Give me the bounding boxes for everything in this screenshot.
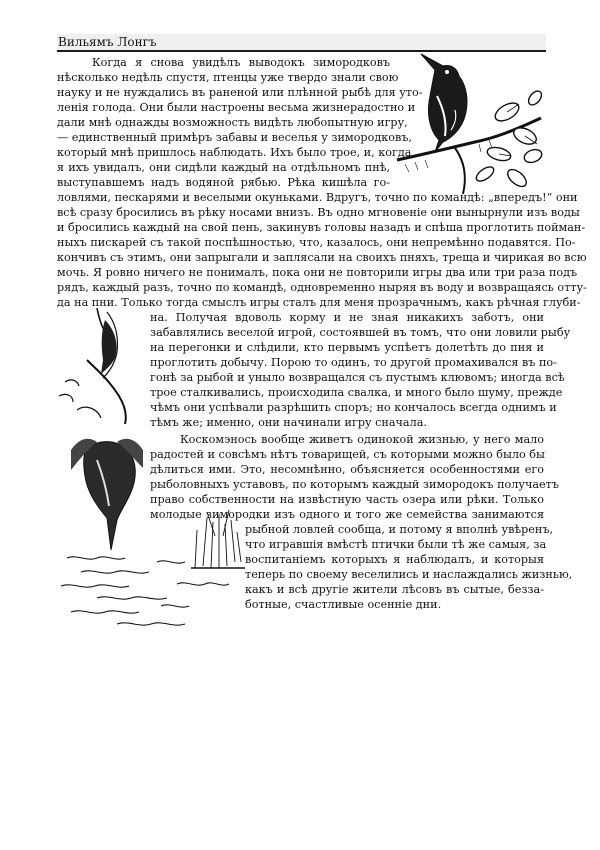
text-line: ленія голода. Они были настроены весьма жизнерадостно и [57,101,416,114]
text-line: — единственный примѣръ забавы и веселья у зимородковъ, [57,131,412,144]
text-line: рядъ, каждый разъ, точно по командѣ, одновременно ныряя въ воду и возвращаясь отту- [57,281,587,294]
text-line: какъ и всѣ другіе жители лѣсовъ въ сытые, безза- [245,583,544,596]
text-line: проглотить добычу. Порою то одинъ, то другой промахивался въ по- [150,356,557,369]
text-line: молодые зимородки изъ одного и того же семейства занимаются [150,508,544,521]
text-line: да на пни. Только тогда смыслъ игры сталъ для меня прозрачнымъ, какъ рѣчная глуби- [57,296,581,309]
text-line: Коскомэнось вообще живетъ одинокой жизнью, у него мало [180,433,544,446]
text-line: дѣлиться ими. Это, несомнѣнно, объясняется особенностями его [150,463,544,476]
text-line: ныхъ пискарей съ такой поспѣшностью, что, казалось, они непремѣнно подавятся. По- [57,236,576,249]
text-line: ловлями, пескарями и веселыми окуньками. Вдругъ, точно по командѣ: „впередъ!“ они [57,191,578,204]
text-line: воспитаніемъ которыхъ я наблюдалъ, и которыя [245,553,544,566]
header-author: Вильямъ Лонгъ [58,35,157,49]
text-line: выступавшемъ надъ водяной рябью. Рѣка кишѣла го- [57,176,390,189]
text-line: который мнѣ пришлось наблюдать. Ихъ было трое, и, когда [57,146,412,159]
kingfisher-perched-illustration [395,52,545,202]
text-line: мочь. Я ровно ничего не понималъ, пока они не повторили игры два или три раза подъ [57,266,578,279]
text-line: право собственности на извѣстную часть озера или рѣки. Только [150,493,544,506]
text-line: тѣмъ же; именно, они начинали игру сначала. [150,416,427,429]
text-line: рыбной ловлей сообща, и потому я вполнѣ увѣренъ, [245,523,554,536]
text-line: Когда я снова увидѣлъ выводокъ зимородковъ [92,56,390,69]
text-line: теперь по своему веселились и наслаждались жизнью, [245,568,573,581]
text-line: науку и не нуждались въ раненой или плѣнной рыбѣ для уто- [57,86,423,99]
running-header [57,34,546,52]
text-line: на перегонки и слѣдили, кто первымъ успѣетъ долетѣть до пня и [150,341,544,354]
text-line: всѣ сразу бросились въ рѣку носами внизъ. Въ одно мгновеніе они вынырнули изъ воды [57,206,580,219]
text-line: рыболовныхъ уставовъ, по которымъ каждый зимородокъ получаетъ [150,478,559,491]
text-line: что игравшія вмѣстѣ птички были тѣ же самыя, за [245,538,547,551]
text-line: и бросились каждый на свой пень, закинувъ головы назадъ и спѣша проглотить поймaн- [57,221,586,234]
text-line: нѣсколько недѣль спустя, птенцы уже твердо знали свою [57,71,399,84]
text-line: на. Получая вдоволь корму и не зная никакихъ заботъ, они [150,311,544,324]
text-line: кончивъ съ этимъ, они запрыгали и заплясали на своихъ пняхъ, треща и чирикая во всю [57,251,587,264]
text-line: я ихъ увидалъ, они сидѣли каждый на отдѣльномъ пнѣ, [57,161,390,174]
text-line: дали мнѣ однажды возможность видѣть любопытную игру, [57,116,408,129]
text-line: чѣмъ они успѣвали разрѣшить споръ; но кончалось всегда однимъ и [150,401,557,414]
text-line: гонѣ за рыбой и уныло возвращался съ пустымъ клювомъ; иногда всѣ [150,371,565,384]
text-line: забавлялись веселой игрой, состоявшей въ томъ, что они ловили рыбу [150,326,571,339]
text-line: радостей и совсѣмъ нѣтъ товарищей, съ которыми можно было бы [150,448,545,461]
text-line: трое сталкивались, происходила свалка, и много было шуму, прежде [150,386,563,399]
text-line: ботные, счастливые осенніе дни. [245,598,442,611]
